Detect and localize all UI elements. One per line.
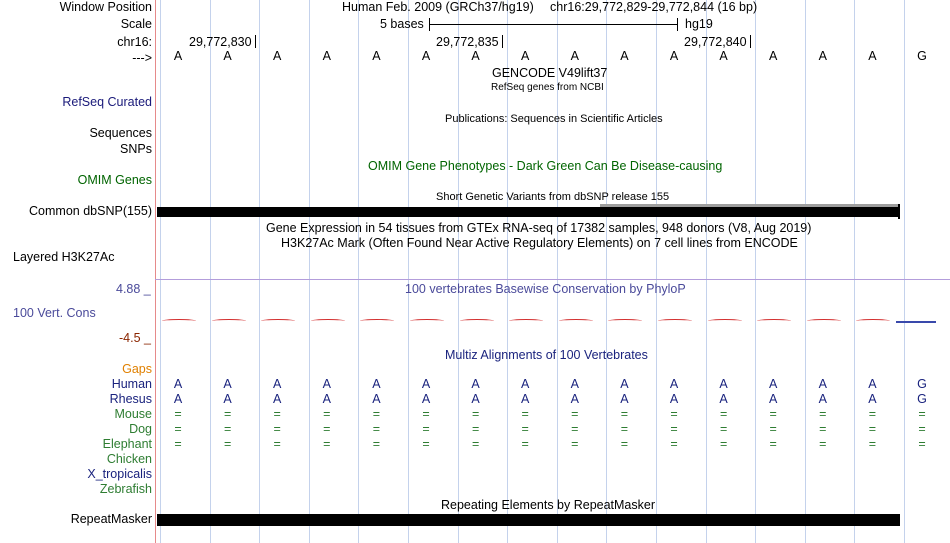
alignment-base: A [719, 392, 728, 406]
reference-base: A [273, 49, 282, 63]
alignment-match: = [571, 422, 579, 436]
alignment-base: A [521, 392, 530, 406]
omim-genes-label[interactable]: OMIM Genes [77, 173, 152, 187]
alignment-match: = [571, 407, 579, 421]
alignment-match: = [174, 407, 182, 421]
phylop-mark [509, 319, 543, 323]
alignment-match: = [471, 407, 480, 421]
alignment-match: = [323, 422, 331, 436]
gridline [309, 0, 310, 543]
scale-text: 5 bases [380, 17, 424, 31]
layered-h3k27ac-label[interactable]: Layered H3K27Ac [13, 250, 115, 264]
alignment-match: = [372, 407, 381, 421]
dbsnp-track-title[interactable]: Short Genetic Variants from dbSNP release 155 [436, 191, 670, 203]
reference-base: A [669, 49, 679, 63]
gridline [904, 0, 905, 543]
position-readout: chr16:29,772,829-29,772,844 (16 bp) [550, 0, 758, 14]
scale-label: Scale [120, 17, 152, 31]
alignment-base: A [818, 392, 827, 406]
gridline [805, 0, 806, 543]
gridline [358, 0, 359, 543]
alignment-base: A [620, 392, 629, 406]
reference-base: G [917, 49, 927, 63]
repeatmasker-feature-bar[interactable] [157, 514, 900, 526]
phylop-max-label: 4.88 _ [116, 282, 151, 296]
alignment-base: A [471, 392, 480, 406]
coord-tick [502, 35, 503, 48]
alignment-match: = [670, 407, 678, 421]
gridline [210, 0, 211, 543]
alignment-match: = [571, 437, 579, 451]
scale-bar [429, 24, 678, 25]
alignment-base: A [769, 377, 778, 391]
label-area-divider [155, 0, 156, 543]
alignment-match: = [323, 437, 331, 451]
species-label-chicken[interactable]: Chicken [106, 452, 152, 466]
phylop-mark [708, 319, 742, 323]
gencode-track-title[interactable]: GENCODE V49lift37 [492, 66, 608, 80]
coord-tick [255, 35, 256, 48]
alignment-base: A [173, 377, 183, 391]
alignment-base: A [223, 392, 232, 406]
species-label-elephant[interactable]: Elephant [102, 437, 152, 451]
alignment-match: = [670, 437, 678, 451]
alignment-match: = [868, 422, 877, 436]
vert-cons-label[interactable]: 100 Vert. Cons [13, 306, 96, 320]
omim-track-title[interactable]: OMIM Gene Phenotypes - Dark Green Can Be Disease-causing [368, 159, 723, 173]
phylop-mark [410, 319, 444, 323]
coord-tick [750, 35, 751, 48]
reference-base: A [471, 49, 480, 63]
alignment-match: = [769, 422, 777, 436]
phylop-mark [261, 319, 295, 323]
gridline [160, 0, 161, 543]
alignment-match: = [273, 437, 281, 451]
phylop-mark [559, 319, 593, 323]
alignment-match: = [868, 437, 877, 451]
alignment-match: = [819, 407, 827, 421]
reference-base: A [769, 49, 778, 63]
alignment-match: = [521, 437, 529, 451]
alignment-match: = [223, 422, 232, 436]
alignment-match: = [223, 437, 232, 451]
alignment-base: A [223, 377, 232, 391]
reference-base: A [223, 49, 232, 63]
species-label-mouse[interactable]: Mouse [114, 407, 152, 421]
alignment-match: = [769, 437, 777, 451]
repeatmasker-label[interactable]: RepeatMasker [70, 512, 152, 526]
gtex-track-title[interactable]: Gene Expression in 54 tissues from GTEx RNA-seq of 17382 samples, 948 donors (V8, Aug 2019) [266, 221, 812, 235]
strand-label: ---> [132, 51, 152, 65]
alignment-base: A [818, 377, 827, 391]
alignment-match: = [719, 407, 728, 421]
species-label-human[interactable]: Human [111, 377, 152, 391]
alignment-match: = [670, 422, 678, 436]
sequences-label[interactable]: Sequences [89, 126, 152, 140]
alignment-match: = [273, 422, 281, 436]
alignment-match: = [471, 422, 480, 436]
alignment-base: A [868, 377, 877, 391]
alignment-base: A [173, 392, 183, 406]
alignment-base: A [868, 392, 877, 406]
alignment-match: = [323, 407, 331, 421]
publications-track-title[interactable]: Publications: Sequences in Scientific Articles [445, 113, 663, 125]
alignment-base: A [620, 377, 629, 391]
gridline [458, 0, 459, 543]
chrom-label: chr16: [117, 35, 152, 49]
alignment-match: = [521, 422, 529, 436]
species-label-rhesus[interactable]: Rhesus [109, 392, 152, 406]
scale-bar-right-tick [677, 18, 678, 31]
reference-base: A [620, 49, 629, 63]
gridline [606, 0, 607, 543]
alignment-match: = [223, 407, 232, 421]
alignment-match: = [620, 422, 629, 436]
alignment-base: A [570, 377, 579, 391]
h3k27ac-baseline [155, 279, 950, 280]
window-position-label: Window Position [59, 0, 152, 14]
phylop-mark [807, 319, 841, 323]
alignment-match: = [422, 407, 430, 421]
alignment-match: = [819, 422, 827, 436]
coord-label: 29,772,830 [189, 35, 252, 49]
alignment-base: G [917, 392, 927, 406]
phylop-mark [460, 319, 494, 323]
gaps-label[interactable]: Gaps [122, 362, 152, 376]
phylop-track-title[interactable]: 100 vertebrates Basewise Conservation by PhyloP [405, 282, 686, 296]
phylop-mark [658, 319, 692, 323]
coord-label: 29,772,840 [684, 35, 747, 49]
phylop-mark [896, 321, 936, 326]
common-dbsnp-label[interactable]: Common dbSNP(155) [29, 204, 152, 218]
alignment-match: = [174, 422, 182, 436]
alignment-base: G [917, 377, 927, 391]
reference-base: A [421, 49, 431, 63]
phylop-mark [856, 319, 890, 323]
species-label-x_tropicalis[interactable]: X_tropicalis [87, 467, 152, 481]
reference-base: A [322, 49, 331, 63]
reference-base: A [868, 49, 877, 63]
alignment-base: A [570, 392, 579, 406]
alignment-match: = [719, 422, 728, 436]
alignment-match: = [769, 407, 777, 421]
alignment-match: = [719, 437, 728, 451]
alignment-base: A [421, 377, 431, 391]
species-label-zebrafish[interactable]: Zebrafish [99, 482, 152, 496]
alignment-base: A [669, 392, 679, 406]
alignment-match: = [471, 437, 480, 451]
alignment-match: = [868, 407, 877, 421]
multiz-track-title[interactable]: Multiz Alignments of 100 Vertebrates [445, 348, 648, 362]
alignment-match: = [273, 407, 281, 421]
alignment-base: A [769, 392, 778, 406]
phylop-mark [212, 319, 246, 323]
alignment-base: A [521, 377, 530, 391]
gridline [706, 0, 707, 543]
gridline [408, 0, 409, 543]
dbsnp-feature-bar[interactable] [157, 207, 900, 217]
alignment-base: A [719, 377, 728, 391]
repeatmasker-track-title[interactable]: Repeating Elements by RepeatMasker [441, 498, 656, 512]
alignment-base: A [273, 377, 282, 391]
alignment-match: = [819, 437, 827, 451]
alignment-base: A [372, 392, 381, 406]
alignment-match: = [422, 437, 430, 451]
gridline [755, 0, 756, 543]
phylop-mark [360, 319, 394, 323]
alignment-base: A [669, 377, 679, 391]
alignment-base: A [471, 377, 480, 391]
alignment-base: A [372, 377, 381, 391]
alignment-match: = [174, 437, 182, 451]
reference-base: A [570, 49, 579, 63]
phylop-mark [608, 319, 642, 323]
reference-base: A [521, 49, 530, 63]
dbsnp-end-mark [898, 204, 900, 219]
alignment-match: = [521, 407, 529, 421]
alignment-match: = [620, 437, 629, 451]
species-label-dog[interactable]: Dog [129, 422, 152, 436]
phylop-mark [311, 319, 345, 323]
alignment-match: = [918, 407, 926, 421]
alignment-base: A [322, 377, 331, 391]
gridline [656, 0, 657, 543]
dbsnp-secondary-bar[interactable] [600, 204, 900, 207]
phylop-mark [757, 319, 791, 323]
reference-base: A [372, 49, 381, 63]
reference-base: A [173, 49, 183, 63]
refseq-curated-label[interactable]: RefSeq Curated [62, 95, 152, 109]
snps-label[interactable]: SNPs [120, 142, 152, 156]
alignment-base: A [273, 392, 282, 406]
reference-base: A [818, 49, 827, 63]
reference-base: A [719, 49, 728, 63]
alignment-match: = [918, 437, 926, 451]
phylop-min-label: -4.5 _ [119, 331, 151, 345]
alignment-match: = [422, 422, 430, 436]
scale-db: hg19 [685, 17, 713, 31]
alignment-match: = [918, 422, 926, 436]
alignment-match: = [372, 422, 381, 436]
alignment-base: A [421, 392, 431, 406]
phylop-mark [162, 319, 196, 323]
gridline [854, 0, 855, 543]
refseq-track-title[interactable]: RefSeq genes from NCBI [491, 82, 604, 93]
coord-label: 29,772,835 [436, 35, 499, 49]
alignment-base: A [322, 392, 331, 406]
h3k27ac-track-title[interactable]: H3K27Ac Mark (Often Found Near Active Regulatory Elements) on 7 cell lines from ENCODE [281, 236, 798, 250]
alignment-match: = [620, 407, 629, 421]
alignment-match: = [372, 437, 381, 451]
gridline [259, 0, 260, 543]
assembly-title: Human Feb. 2009 (GRCh37/hg19) [342, 0, 534, 14]
